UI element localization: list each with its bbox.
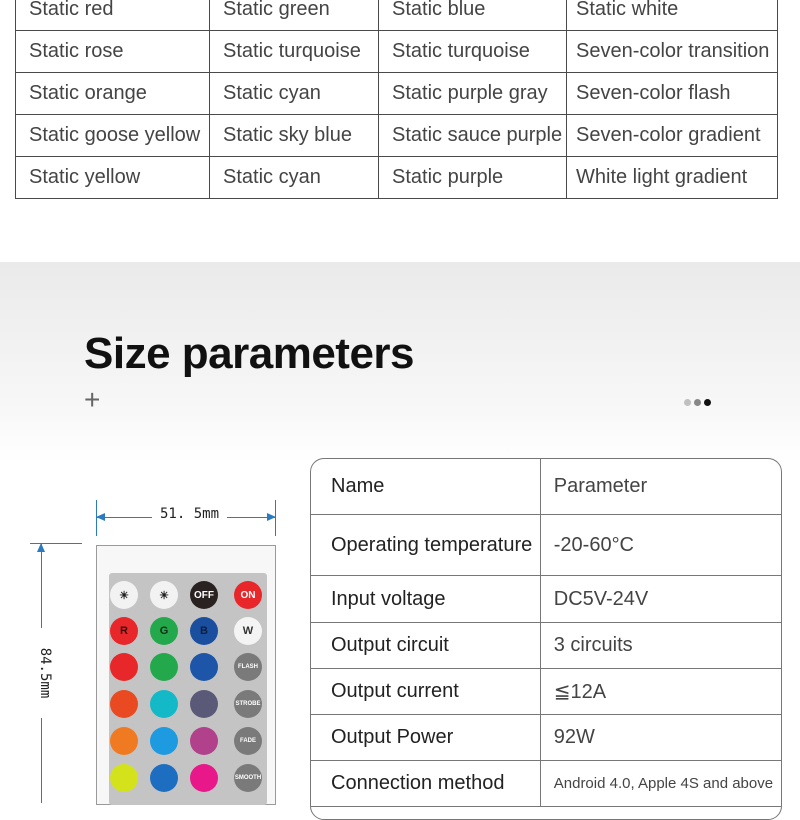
remote-color-button (150, 764, 178, 792)
remote-control-image (96, 545, 276, 805)
color-table-cell: Seven-color transition (567, 31, 778, 73)
color-table-cell: Static blue (379, 0, 567, 31)
section-title: Size parameters (84, 329, 415, 378)
parameter-name: Connection method (311, 761, 540, 807)
color-table-cell: Static goose yellow (16, 115, 210, 157)
color-table-cell: Static red (16, 0, 210, 31)
parameter-value: 92W (540, 715, 781, 761)
parameter-name: Operating temperature (311, 515, 540, 576)
color-table-cell: Static purple (379, 157, 567, 199)
remote-color-button (190, 727, 218, 755)
parameter-value: 3 circuits (540, 623, 781, 669)
parameter-row (311, 761, 781, 807)
color-table-cell: Static orange (16, 73, 210, 115)
parameter-value: ≦12A (540, 669, 781, 715)
remote-button-panel (109, 573, 267, 805)
width-label: 51. 5mm (152, 506, 227, 522)
color-table-cell: Static yellow (16, 157, 210, 199)
color-table-row (16, 115, 778, 157)
header-name: Name (311, 459, 540, 515)
remote-color-button (190, 764, 218, 792)
color-table-cell: Static sky blue (210, 115, 379, 157)
parameter-value: DC5V-24V (540, 576, 781, 623)
color-table-cell: Static purple gray (379, 73, 567, 115)
dot-3 (704, 399, 711, 406)
remote-color-button (150, 727, 178, 755)
remote-mode-button: STROBE (234, 690, 262, 718)
remote-color-button: B (190, 617, 218, 645)
height-label: 84.5mm (37, 628, 53, 718)
header-parameter: Parameter (540, 459, 781, 515)
parameter-row (311, 623, 781, 669)
remote-mode-button: SMOOTH (234, 764, 262, 792)
arrow-up-icon (37, 543, 45, 552)
remote-color-button: W (234, 617, 262, 645)
remote-color-button (150, 690, 178, 718)
color-table-cell: Static white (567, 0, 778, 31)
color-table-cell: Static rose (16, 31, 210, 73)
color-table-cell: Static turquoise (379, 31, 567, 73)
remote-mode-button: FLASH (234, 653, 262, 681)
arrow-right-icon (267, 513, 276, 521)
parameter-row (311, 576, 781, 623)
parameter-row (311, 715, 781, 761)
remote-color-button (110, 764, 138, 792)
remote-color-button (110, 727, 138, 755)
color-table-cell: White light gradient (567, 157, 778, 199)
color-table-cell: Static sauce purple (379, 115, 567, 157)
color-table-row (16, 31, 778, 73)
parameter-name: Output current (311, 669, 540, 715)
color-table-cell: Seven-color gradient (567, 115, 778, 157)
color-table-cell: Static turquoise (210, 31, 379, 73)
off-button: OFF (190, 581, 218, 609)
color-table-cell: Static cyan (210, 73, 379, 115)
parameter-name: Output circuit (311, 623, 540, 669)
remote-color-button: R (110, 617, 138, 645)
parameter-name: Input voltage (311, 576, 540, 623)
color-mode-table (15, 0, 778, 199)
parameter-row (311, 669, 781, 715)
parameter-row (311, 515, 781, 576)
remote-color-button (190, 690, 218, 718)
parameter-value: Android 4.0, Apple 4S and above (540, 761, 781, 807)
remote-color-button (150, 653, 178, 681)
color-table-cell: Seven-color flash (567, 73, 778, 115)
parameter-header-row (311, 459, 781, 515)
color-table-row (16, 157, 778, 199)
parameter-table (311, 459, 781, 807)
remote-color-button: G (150, 617, 178, 645)
arrow-left-icon (96, 513, 105, 521)
pagination-dots (684, 399, 711, 406)
parameter-value: -20-60°C (540, 515, 781, 576)
remote-color-button (110, 653, 138, 681)
color-table-cell: Static cyan (210, 157, 379, 199)
remote-color-button (190, 653, 218, 681)
brightness-down-icon: ☀ (150, 581, 178, 609)
on-button: ON (234, 581, 262, 609)
parameter-name: Output Power (311, 715, 540, 761)
color-table-row (16, 73, 778, 115)
width-dimension (96, 506, 276, 524)
color-table-cell: Static green (210, 0, 379, 31)
remote-color-button (110, 690, 138, 718)
color-table-row (16, 0, 778, 31)
plus-icon: + (84, 384, 101, 415)
dot-2 (694, 399, 701, 406)
remote-mode-button: FADE (234, 727, 262, 755)
brightness-up-icon: ☀ (110, 581, 138, 609)
height-dimension (36, 543, 53, 803)
parameter-table-box (310, 458, 782, 820)
size-parameters-section (0, 262, 800, 797)
dot-1 (684, 399, 691, 406)
